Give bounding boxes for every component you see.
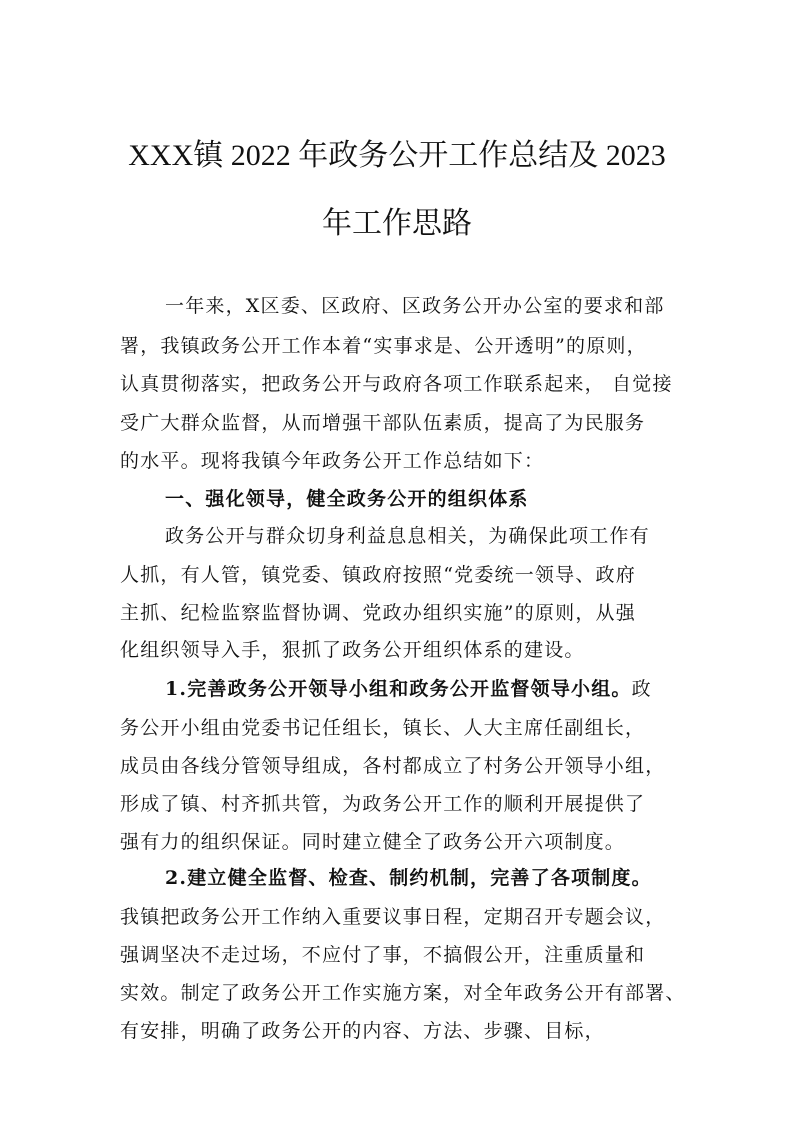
- section-body-line: 人抓，有人管，镇党委、镇政府按照“党委统一领导、政府: [120, 564, 636, 586]
- item-1-first-line: [165, 680, 652, 699]
- intro-line: 一年来，X区委、区政府、区政务公开办公室的要求和部: [165, 295, 665, 317]
- item-1-bold-heading: 1.完善政务公开领导小组和政务公开监督领导小组。: [165, 678, 632, 700]
- intro-line: 的水平。现将我镇今年政务公开工作总结如下：: [120, 450, 545, 472]
- section-heading: 一、强化领导，健全政务公开的组织体系: [165, 488, 529, 510]
- item-2-line: 有安排，明确了政务公开的内容、方法、步骤、目标，: [120, 1020, 605, 1042]
- section-body-line: 主抓、纪检监察监督协调、党政办组织实施”的原则，从强: [120, 602, 636, 624]
- item-1-line: 形成了镇、村齐抓共管，为政务公开工作的顺利开展提供了: [120, 793, 646, 815]
- item-1-line: 务公开小组由党委书记任组长，镇长、人大主席任副组长，: [120, 717, 646, 739]
- item-1-text: 政: [631, 678, 652, 700]
- section-body-line: 化组织领导入手，狠抓了政务公开组织体系的建设。: [120, 639, 585, 661]
- item-2-line: 我镇把政务公开工作纳入重要议事日程，定期召开专题会议，: [120, 906, 666, 928]
- item-2-bold-heading: 2.建立健全监督、检查、制约机制，完善了各项制度。: [165, 867, 652, 889]
- item-1-line: 成员由各线分管领导组成，各村都成立了村务公开领导小组，: [120, 755, 666, 777]
- intro-line: 署，我镇政务公开工作本着“实事求是、公开透明”的原则，: [120, 335, 647, 357]
- intro-line: 受广大群众监督，从而增强干部队伍素质，提高了为民服务: [120, 412, 646, 434]
- intro-line: 认真贯彻落实，把政务公开与政府各项工作联系起来， 自觉接: [120, 373, 673, 395]
- document-title-line-1: XXX镇 2022 年政务公开工作总结及 2023: [128, 139, 666, 172]
- document-title-line-2: 年工作思路: [322, 207, 472, 240]
- item-1-line: 强有力的组织保证。同时建立健全了政务公开六项制度。: [120, 831, 626, 853]
- item-2-line: 实效。制定了政务公开工作实施方案，对全年政务公开有部署、: [120, 982, 686, 1004]
- section-body-line: 政务公开与群众切身利益息息相关，为确保此项工作有: [165, 525, 650, 547]
- item-2-line: 强调坚决不走过场，不应付了事，不搞假公开，注重质量和: [120, 944, 646, 966]
